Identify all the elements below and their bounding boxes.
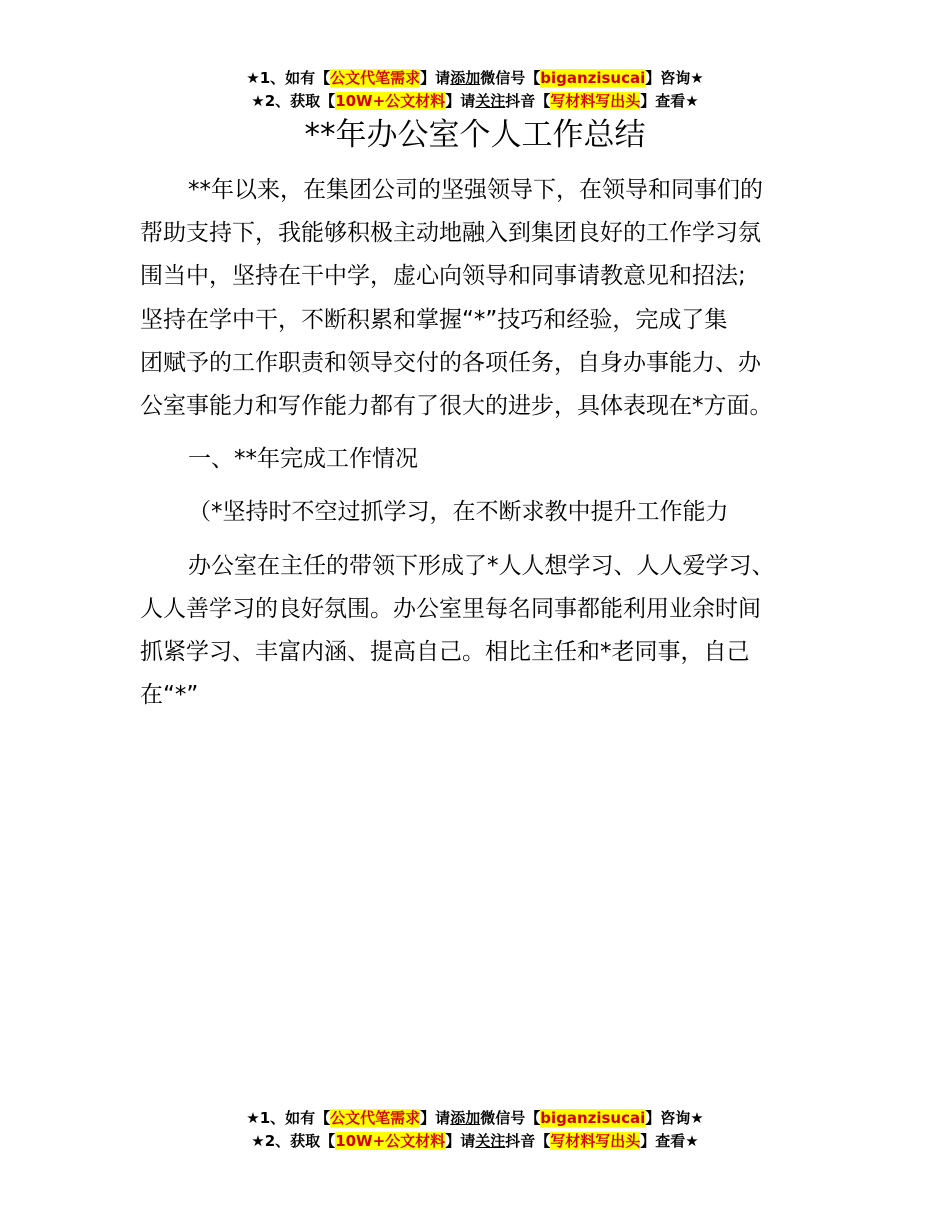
banner-text: 】请: [420, 1109, 451, 1127]
banner-text: 】请: [420, 69, 451, 87]
body-line: 团赋予的工作职责和领导交付的各项任务，自身办事能力、办: [140, 349, 761, 376]
banner-text: 】请: [445, 1132, 476, 1150]
body-line: 办公室在主任的带领下形成了*人人想学习、人人爱学习、: [188, 552, 775, 579]
document-body: [140, 169, 820, 717]
banner-highlight: 写材料写出头: [550, 92, 641, 110]
body-line: 坚持在学中干，不断积累和掌握“*”技巧和经验，完成了集: [140, 306, 728, 333]
header-banner: [0, 67, 950, 113]
body-line: 围当中，坚持在干中学，虚心向领导和同事请教意见和招法;: [140, 263, 746, 290]
banner-text: 微信号【: [480, 69, 541, 87]
body-line: 公室事能力和写作能力都有了很大的进步，具体表现在*方面。: [140, 393, 773, 420]
banner-text: ★2、获取【: [251, 92, 336, 110]
banner-underlined: 关注: [475, 1132, 506, 1150]
banner-text: ★2、获取【: [251, 1132, 336, 1150]
banner-text: 抖音【: [505, 1132, 551, 1150]
banner-highlight: 10W+公文材料: [335, 1132, 446, 1150]
banner-text: ★1、如有【: [246, 69, 331, 87]
banner-text: 微信号【: [480, 1109, 541, 1127]
banner-text: ★1、如有【: [246, 1109, 331, 1127]
document-title: **年办公室个人工作总结: [304, 117, 646, 153]
banner-highlight: 公文代笔需求: [330, 1109, 421, 1127]
section-heading: 一、**年完成工作情况: [188, 446, 418, 473]
body-line: 在“*”: [140, 682, 199, 709]
banner-text: 】咨询★: [645, 69, 704, 87]
banner-text: 】请: [445, 92, 476, 110]
banner-text: 】查看★: [640, 92, 699, 110]
body-line: 帮助支持下，我能够积极主动地融入到集团良好的工作学习氛: [140, 220, 761, 247]
banner-highlight-wechat-id: biganzisucai: [540, 1109, 646, 1127]
banner-underlined: 添加: [450, 69, 481, 87]
body-line: 抓紧学习、丰富内涵、提高自己。相比主任和*老同事，自己: [140, 639, 750, 666]
subsection-heading: （*坚持时不空过抓学习，在不断求教中提升工作能力: [188, 499, 729, 526]
body-line: 人人善学习的良好氛围。办公室里每名同事都能利用业余时间: [140, 595, 761, 622]
banner-line-2: [0, 90, 950, 113]
banner-highlight: 公文代笔需求: [330, 69, 421, 87]
banner-underlined: 关注: [475, 92, 506, 110]
banner-line-2: [0, 1130, 950, 1153]
banner-highlight-wechat-id: biganzisucai: [540, 69, 646, 87]
banner-line-1: [0, 67, 950, 90]
body-line: **年以来，在集团公司的坚强领导下，在领导和同事们的: [188, 177, 763, 203]
footer-banner: [0, 1107, 950, 1153]
banner-line-1: [0, 1107, 950, 1130]
banner-text: 】咨询★: [645, 1109, 704, 1127]
banner-underlined: 添加: [450, 1109, 481, 1127]
banner-text: 抖音【: [505, 92, 551, 110]
banner-text: 】查看★: [640, 1132, 699, 1150]
banner-highlight: 写材料写出头: [550, 1132, 641, 1150]
banner-highlight: 10W+公文材料: [335, 92, 446, 110]
